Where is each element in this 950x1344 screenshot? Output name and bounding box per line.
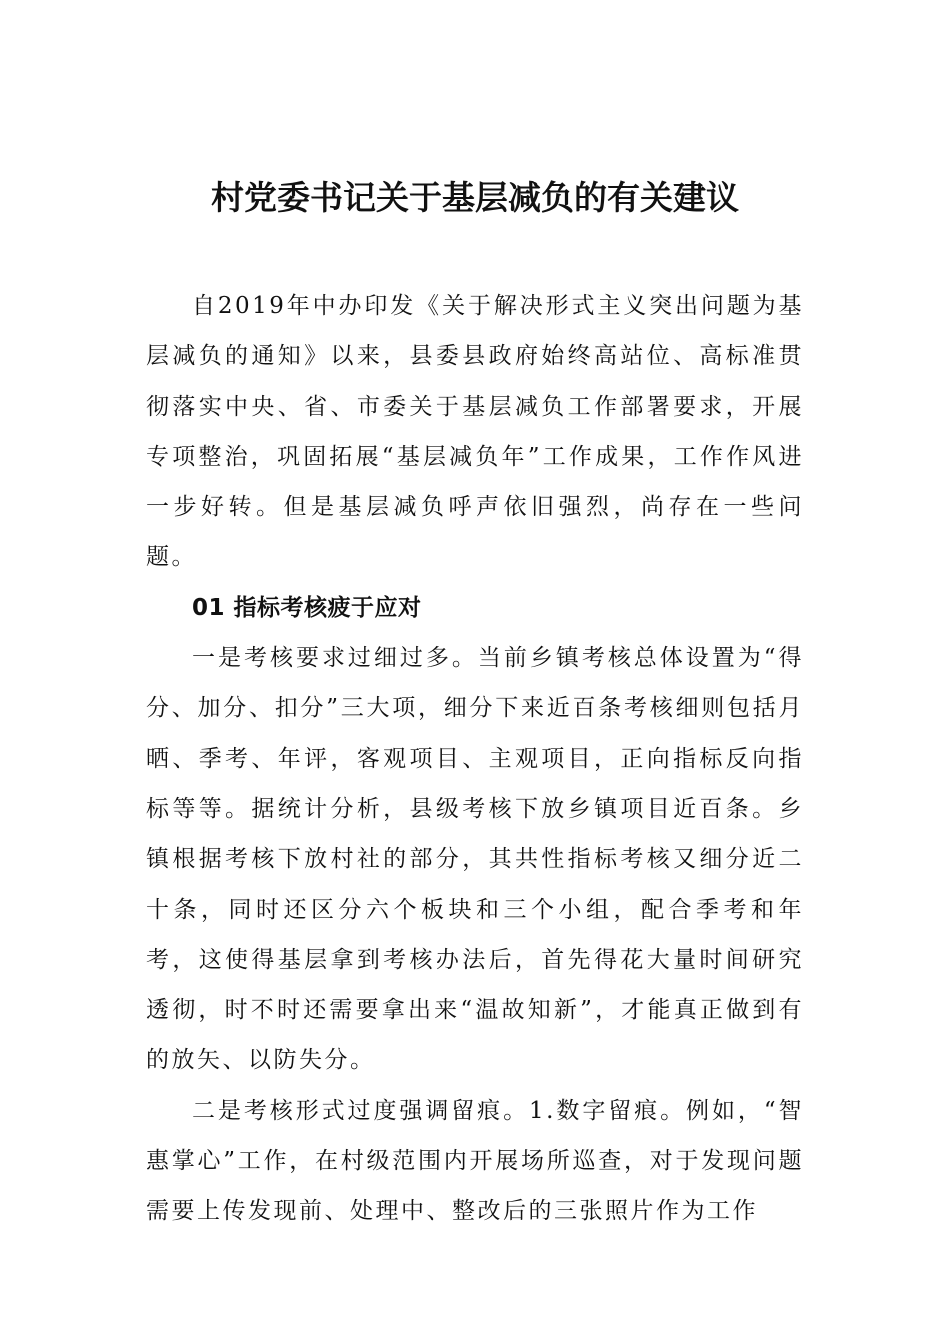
document-body	[146, 281, 804, 1237]
section-paragraph-1: 一是考核要求过细过多。当前乡镇考核总体设置为“得分、加分、扣分”三大项，细分下来近百条考核细则包括月晒、季考、年评，客观项目、主观项目，正向指标反向指标等等。据统计分析，县级考核下放乡镇项目近百条。乡镇根据考核下放村社的部分，其共性指标考核又细分近二十条，同时还区分六个板块和三个小组，配合季考和年考，这使得基层拿到考核办法后，首先得花大量时间研究透彻，时不时还需要拿出来“温故知新”，才能真正做到有的放矢、以防失分。	[146, 645, 804, 1074]
section-paragraph-2: 二是考核形式过度强调留痕。1.数字留痕。例如，“智惠掌心”工作，在村级范围内开展场所巡查，对于发现问题需要上传发现前、处理中、整改后的三张照片作为工作	[146, 1097, 804, 1225]
document-title: 村党委书记关于基层减负的有关建议	[211, 178, 739, 217]
intro-paragraph: 自2019年中办印发《关于解决形式主义突出问题为基层减负的通知》以来，县委县政府始终高站位、高标准贯彻落实中央、省、市委关于基层减负工作部署要求，开展专项整治，巩固拓展“基层减负年”工作成果，工作作风进一步好转。但是基层减负呼声依旧强烈，尚存在一些问题。	[146, 293, 804, 571]
section-heading: 01 指标考核疲于应对	[192, 594, 422, 621]
